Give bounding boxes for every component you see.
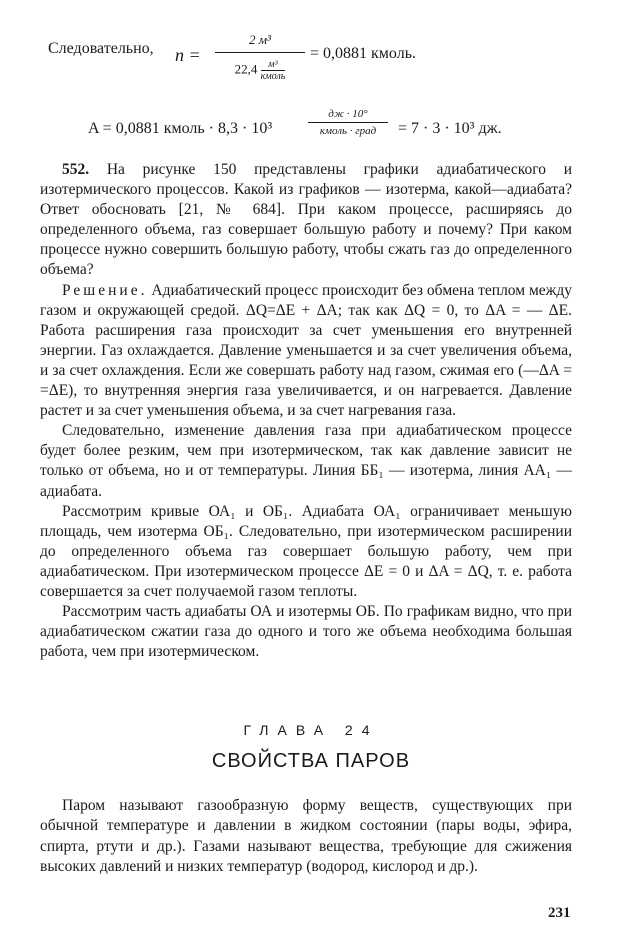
problem-text: На рисунке 150 представлены графики адиабатического и изотермического процессов. Какой из графиков — изотерма, какой—адиабата? Ответ обосновать [21, № 684]. При каком процессе, расширяясь до определенного объема, газ совершает большую работу и почему? При каком процессе нужно совершить большую работу, чтобы сжать газ до определенного объема? xyxy=(40,161,572,279)
solution-label: Решение. xyxy=(62,281,148,299)
equation-lead: Следовательно, xyxy=(48,40,154,57)
solution-p4: Рассмотрим часть адиабаты ОА и изотермы ОБ. По графикам видно, что при адиабатическом сжатии газа до одного и того же объема необходима большая работа, чем при изотермическом. xyxy=(40,603,572,661)
fraction-bar xyxy=(215,52,305,53)
solution-p2: Следовательно, изменение давления газа при адиабатическом процессе будет более резким, чем при изотермическом, так как давление зависит не только от объема, но и от температуры. Линия ББ₁ — изотерма, линия АА₁ — адиабата. xyxy=(40,422,572,500)
unit-denominator: кмоль xyxy=(260,71,286,82)
unit-numerator: м³ xyxy=(268,59,278,70)
denominator-value: 22,4 xyxy=(234,61,258,77)
equation-moles xyxy=(40,30,600,105)
work-fraction-denominator: кмоль · град xyxy=(319,125,377,137)
problem-body xyxy=(40,160,572,662)
chapter-intro-text: Паром называют газообразную форму веществ, существующих при обычной температуре и давлении в жидком состоянии (пары воды, эфира, спирта, ртути и др.). Газами называют вещества, требующие для сжижения высоких давлений и низких температур (водород, кислород и др.). xyxy=(40,797,572,875)
denominator-unit xyxy=(261,59,286,82)
equation-work xyxy=(60,108,580,153)
solution-p3: Рассмотрим кривые ОА₁ и ОБ₁. Адиабата ОА₁ ограничивает меньшую площадь, чем изотерма ОБ₁. Следовательно, при изотермическом расширении до определенного объема газ совершает большую работу, чем при адиабатическом. При изотермическом процессе ΔE = 0 и ΔA = ΔQ, т. е. работа совершается за счет получаемой газом теплоты. xyxy=(40,502,572,600)
fraction-denominator xyxy=(215,59,305,82)
page-number: 231 xyxy=(548,905,571,921)
chapter-intro xyxy=(40,796,572,877)
solution-p1 xyxy=(40,281,572,422)
equation-lhs: n = xyxy=(175,45,201,65)
equation-fraction xyxy=(215,30,305,82)
work-fraction xyxy=(308,108,388,137)
work-fraction-bar xyxy=(308,122,388,123)
solution-p1-text: Адиабатический процесс происходит без обмена теплом между газом и окружающей средой. ΔQ=ΔE + ΔA; так как ΔQ = 0, то ΔA = — ΔE. Работа расширения газа происходит за счет уменьшения его внутренней энергии. Газ охлаждается. Давление уменьшается и за счет увеличения объема, и за счет охлаждения. Если же совершать работу над газом, сжимая его (—ΔA = =ΔE), то внутренняя энергия газа увеличивается, и он нагревается. Давление растет и за счет уменьшения объема, и за счет нагревания газа. xyxy=(40,281,573,420)
chapter-title: СВОЙСТВА ПАРОВ xyxy=(211,750,411,772)
work-fraction-numerator: дж · 10° xyxy=(328,108,368,120)
chapter-label: ГЛАВА 24 xyxy=(243,722,379,738)
work-right: = 7 · 3 · 10³ дж. xyxy=(398,120,502,137)
equation-result: = 0,0881 кмоль. xyxy=(310,45,416,62)
fraction-numerator: 2 м³ xyxy=(249,32,271,47)
work-left: A = 0,0881 кмоль · 8,3 · 10³ xyxy=(88,120,273,137)
problem-statement xyxy=(40,160,572,281)
problem-number: 552. xyxy=(62,161,90,178)
